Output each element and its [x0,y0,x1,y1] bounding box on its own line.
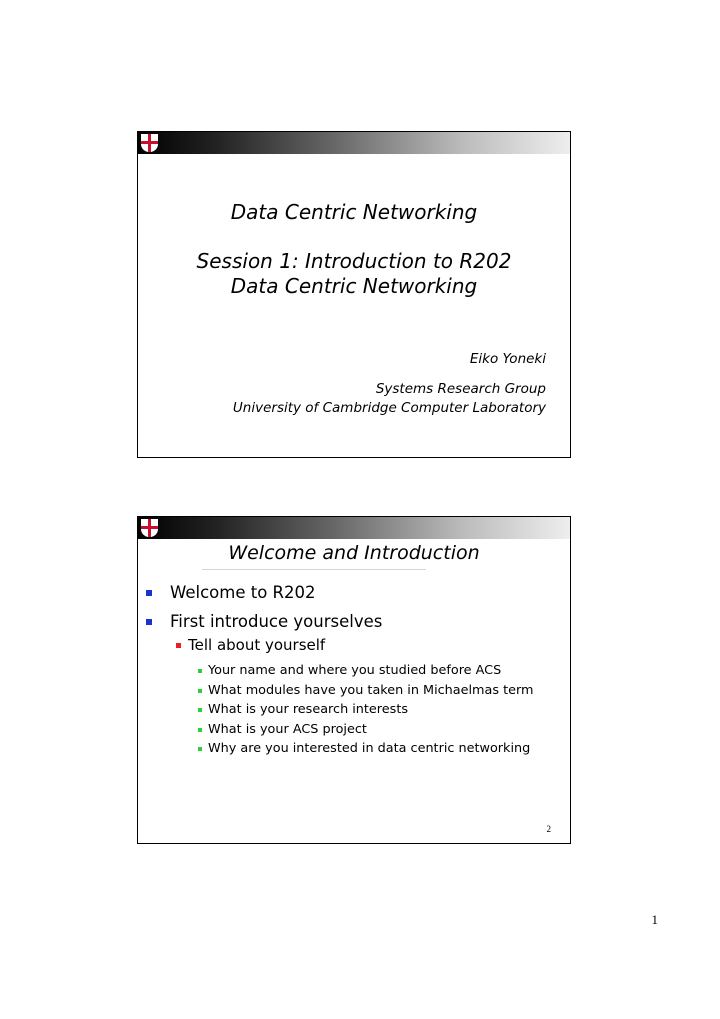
square-bullet-icon [198,747,202,751]
slide-header [138,517,570,539]
square-bullet-icon [146,590,152,596]
list-item: Welcome to R202 [138,578,382,607]
title-divider [202,569,426,570]
list-item: Tell about yourself [138,635,325,656]
session-title [138,249,570,299]
university-logo-wordmark [162,519,206,537]
slide-header [138,132,570,154]
slide-title: Welcome and Introduction [228,542,480,564]
list-item: Why are you interested in data centric networking [138,739,533,759]
square-bullet-icon [198,669,202,673]
research-group: Systems Research Group [375,381,546,397]
session-line-1: Session 1: Introduction to R202 [196,249,512,273]
square-bullet-icon [198,708,202,712]
list-item: What is your ACS project [138,720,533,740]
square-bullet-icon [198,728,202,732]
sub-bullet-list [138,635,325,656]
author-name: Eiko Yoneki [469,351,546,367]
slide-2 [137,516,571,844]
list-item: First introduce yourselves [138,607,382,636]
square-bullet-icon [146,619,152,625]
affiliation: University of Cambridge Computer Laboratory [232,400,546,416]
square-bullet-icon [198,689,202,693]
sheet-page-number: 1 [651,912,658,927]
list-item: What modules have you taken in Michaelmas term [138,681,533,701]
slide-1 [137,131,571,458]
sub-sub-bullet-list [138,661,533,759]
university-crest-icon [141,519,158,537]
bullet-list [138,578,382,636]
university-logo-wordmark [162,134,206,152]
slide-page-number: 2 [546,824,551,834]
list-item: What is your research interests [138,700,533,720]
list-item: Your name and where you studied before ACS [138,661,533,681]
university-crest-icon [141,134,158,152]
session-line-2: Data Centric Networking [230,274,478,298]
slide-title: Data Centric Networking [230,200,478,224]
affiliation-block [233,380,546,418]
square-bullet-icon [176,643,181,648]
